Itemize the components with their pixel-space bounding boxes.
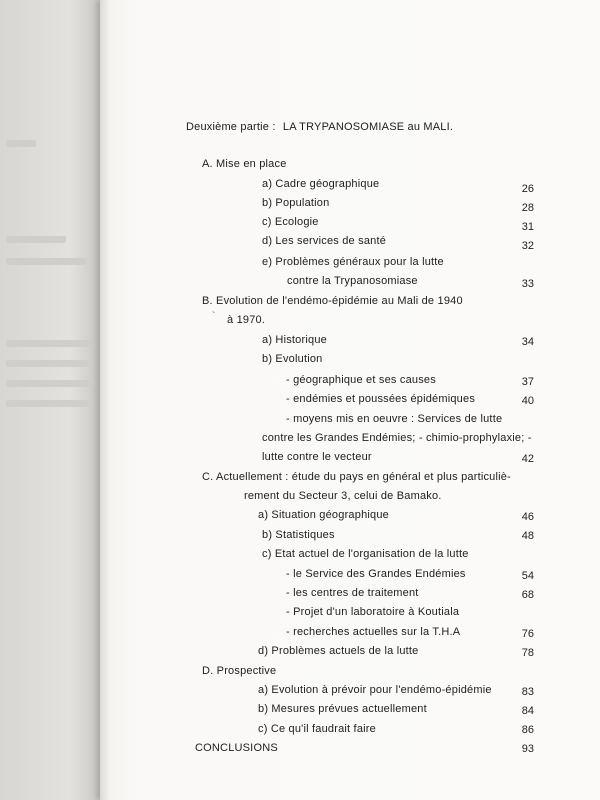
toc-item: e) Problèmes généraux pour la lutte [262,256,444,268]
toc-page-number: 48 [521,530,534,542]
toc-item: b) Population [262,197,330,209]
section-b-title-continued: à 1970. [227,314,266,326]
conclusions-label: CONCLUSIONS [195,742,278,754]
section-b-title: B. Evolution de l'endémo-épidémie au Mali de 1940 [202,295,463,307]
ghost-text [6,360,91,367]
toc-item-continued: contre la Trypanosomiase [287,275,418,287]
toc-subitem-continued: lutte contre le vecteur [262,451,372,463]
toc-page-number: 93 [521,743,534,755]
page-gutter-shadow [100,0,110,800]
toc-item: b) Evolution [262,353,323,365]
toc-item: d) Les services de santé [262,235,387,247]
toc-page-number: 54 [521,570,534,582]
toc-page-number: 78 [521,647,534,659]
toc-item: c) Etat actuel de l'organisation de la lutte [262,548,469,560]
toc-page-number: 34 [521,336,534,348]
ghost-text [6,340,91,347]
toc-subitem: - recherches actuelles sur la T.H.A [286,626,461,638]
section-d-title: D. Prospective [202,665,277,677]
toc-subitem: - géographique et ses causes [286,374,436,386]
toc-item: a) Evolution à prévoir pour l'endémo-épidémie [258,684,492,696]
toc-page-number: 28 [521,202,534,214]
toc-subitem: - Projet d'un laboratoire à Koutiala [286,606,460,618]
header-prefix: Deuxième partie : [186,121,276,133]
toc-subitem: - le Service des Grandes Endémies [286,568,466,580]
toc-item: a) Cadre géographique [262,178,380,190]
previous-page-edge [0,0,100,800]
toc-item: c) Ecologie [262,216,319,228]
toc-page-number: 76 [521,628,534,640]
ghost-text [6,140,36,147]
toc-page-number: 42 [521,453,534,465]
toc-subitem: - endémies et poussées épidémiques [286,393,476,405]
pen-mark: ` [212,311,216,322]
toc-page-number: 26 [521,183,534,195]
toc-page-number: 86 [521,724,534,736]
toc-page-number: 84 [521,705,534,717]
header-title: LA TRYPANOSOMIASE au MALI. [282,121,454,133]
toc-item: b) Statistiques [262,529,335,541]
toc-page-number: 40 [521,395,534,407]
ghost-text [6,380,91,387]
toc-subitem: - moyens mis en oeuvre : Services de lutte [286,413,503,425]
toc-item: a) Situation géographique [258,509,389,521]
ghost-text [6,236,66,243]
toc-subitem-continued: contre les Grandes Endémies; - chimio-prophylaxie; - [262,432,532,444]
toc-page-number: 37 [521,376,534,388]
section-c-title-continued: rement du Secteur 3, celui de Bamako. [244,490,442,502]
toc-item: c) Ce qu'il faudrait faire [258,723,376,735]
toc-page-number: 31 [521,221,534,233]
toc-page-number: 32 [521,240,534,252]
toc-page-number: 68 [521,589,534,601]
toc-page-number: 33 [521,278,534,290]
toc-item: b) Mesures prévues actuellement [258,703,427,715]
toc-item: d) Problèmes actuels de la lutte [258,645,419,657]
toc-subitem: - les centres de traitement [286,587,419,599]
toc-item: a) Historique [262,334,327,346]
ghost-text [6,400,91,407]
section-c-title: C. Actuellement : étude du pays en général et plus particuliè- [202,471,511,483]
toc-page-number: 83 [521,686,534,698]
toc-header [186,121,453,133]
ghost-text [6,258,86,265]
section-a-title: A. Mise en place [202,158,287,170]
toc-page-number: 46 [521,511,534,523]
